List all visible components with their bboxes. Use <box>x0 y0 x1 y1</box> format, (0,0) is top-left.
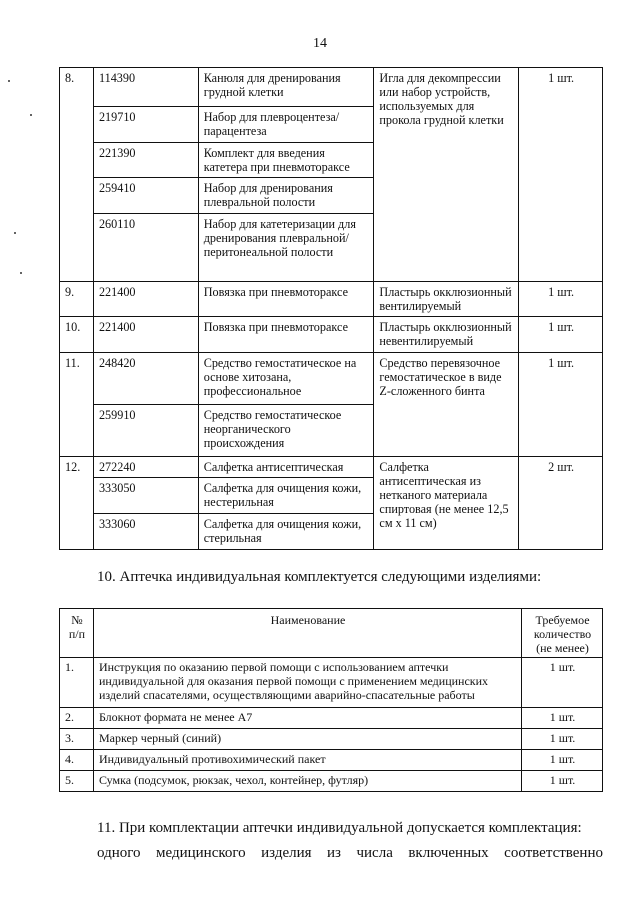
item-code: 219710 <box>93 107 198 143</box>
item-code: 259910 <box>93 405 198 457</box>
item-quantity: 2 шт. <box>519 457 603 550</box>
row-number: 5. <box>60 771 94 792</box>
section-10-heading: 10. Аптечка индивидуальная комплектуется следующими изделиями: <box>97 569 542 585</box>
row-number: 11. <box>60 353 94 457</box>
table-row <box>60 68 603 107</box>
item-name: Салфетка для очищения кожи, нестерильная <box>198 478 374 514</box>
table-row <box>60 353 603 405</box>
item-code: 259410 <box>93 178 198 214</box>
kit-contents-table <box>59 608 603 792</box>
item-quantity: 1 шт. <box>519 353 603 457</box>
item-description: Пластырь окклюзионный невентилируемый <box>374 317 519 353</box>
table-row <box>60 708 603 729</box>
item-name: Индивидуальный противохимический пакет <box>93 750 521 771</box>
table-row <box>60 771 603 792</box>
section-11-text: одного медицинского изделия из числа включенных соответственно <box>97 845 603 861</box>
header-name: Наименование <box>93 609 521 658</box>
table-row <box>60 658 603 708</box>
item-description: Игла для декомпрессии или набор устройств, используемых для прокола грудной клетки <box>374 68 519 282</box>
table-row <box>60 750 603 771</box>
table-row <box>60 729 603 750</box>
row-number: 1. <box>60 658 94 708</box>
row-number: 8. <box>60 68 94 282</box>
item-name: Блокнот формата не менее А7 <box>93 708 521 729</box>
item-code: 260110 <box>93 214 198 282</box>
item-name: Средство гемостатическое неорганического происхождения <box>198 405 374 457</box>
item-description: Средство перевязочное гемостатическое в виде Z-сложенного бинта <box>374 353 519 457</box>
item-code: 221400 <box>93 282 198 317</box>
item-name: Салфетка для очищения кожи, стерильная <box>198 514 374 550</box>
item-description: Салфетка антисептическая из нетканого материала спиртовая (не менее 12,5 см х 11 см) <box>374 457 519 550</box>
item-quantity: 1 шт. <box>519 282 603 317</box>
item-name: Канюля для дренирования грудной клетки <box>198 68 374 107</box>
table-header-row <box>60 609 603 658</box>
item-name: Комплект для введения катетера при пневмотораксе <box>198 143 374 178</box>
medical-items-table <box>59 67 603 550</box>
item-quantity: 1 шт. <box>519 68 603 282</box>
section-11-heading: 11. При комплектации аптечки индивидуальной допускается комплектация: <box>97 820 582 836</box>
item-code: 221400 <box>93 317 198 353</box>
item-code: 221390 <box>93 143 198 178</box>
item-code: 333050 <box>93 478 198 514</box>
item-name: Средство гемостатическое на основе хитозана, профессиональное <box>198 353 374 405</box>
item-name: Набор для плевроцентеза/парацентеза <box>198 107 374 143</box>
header-number: № п/п <box>60 609 94 658</box>
item-quantity: 1 шт. <box>522 771 603 792</box>
item-quantity: 1 шт. <box>519 317 603 353</box>
table-row <box>60 457 603 478</box>
page-number: 14 <box>313 36 327 51</box>
item-code: 333060 <box>93 514 198 550</box>
row-number: 9. <box>60 282 94 317</box>
row-number: 3. <box>60 729 94 750</box>
table-row <box>60 282 603 317</box>
item-quantity: 1 шт. <box>522 658 603 708</box>
table-row <box>60 317 603 353</box>
item-name: Сумка (подсумок, рюкзак, чехол, контейнер, футляр) <box>93 771 521 792</box>
item-code: 272240 <box>93 457 198 478</box>
scan-speck <box>30 114 32 116</box>
item-name: Набор для дренирования плевральной полости <box>198 178 374 214</box>
header-quantity: Требуемое количество (не менее) <box>522 609 603 658</box>
item-quantity: 1 шт. <box>522 750 603 771</box>
item-name: Салфетка антисептическая <box>198 457 374 478</box>
item-description: Пластырь окклюзионный вентилируемый <box>374 282 519 317</box>
item-name: Повязка при пневмотораксе <box>198 317 374 353</box>
item-name: Маркер черный (синий) <box>93 729 521 750</box>
item-quantity: 1 шт. <box>522 729 603 750</box>
row-number: 2. <box>60 708 94 729</box>
item-code: 114390 <box>93 68 198 107</box>
item-code: 248420 <box>93 353 198 405</box>
scan-speck <box>20 272 22 274</box>
item-name: Инструкция по оказанию первой помощи с использованием аптечки индивидуальной для оказания первой помощи с применением медицинских изделий спасателями, осуществляющими аварийно-спасательные работы <box>93 658 521 708</box>
item-name: Повязка при пневмотораксе <box>198 282 374 317</box>
item-quantity: 1 шт. <box>522 708 603 729</box>
scan-speck <box>14 232 16 234</box>
scan-speck <box>8 80 10 82</box>
item-name: Набор для катетеризации для дренирования плевральной/перитонеальной полости <box>198 214 374 282</box>
row-number: 12. <box>60 457 94 550</box>
row-number: 10. <box>60 317 94 353</box>
row-number: 4. <box>60 750 94 771</box>
